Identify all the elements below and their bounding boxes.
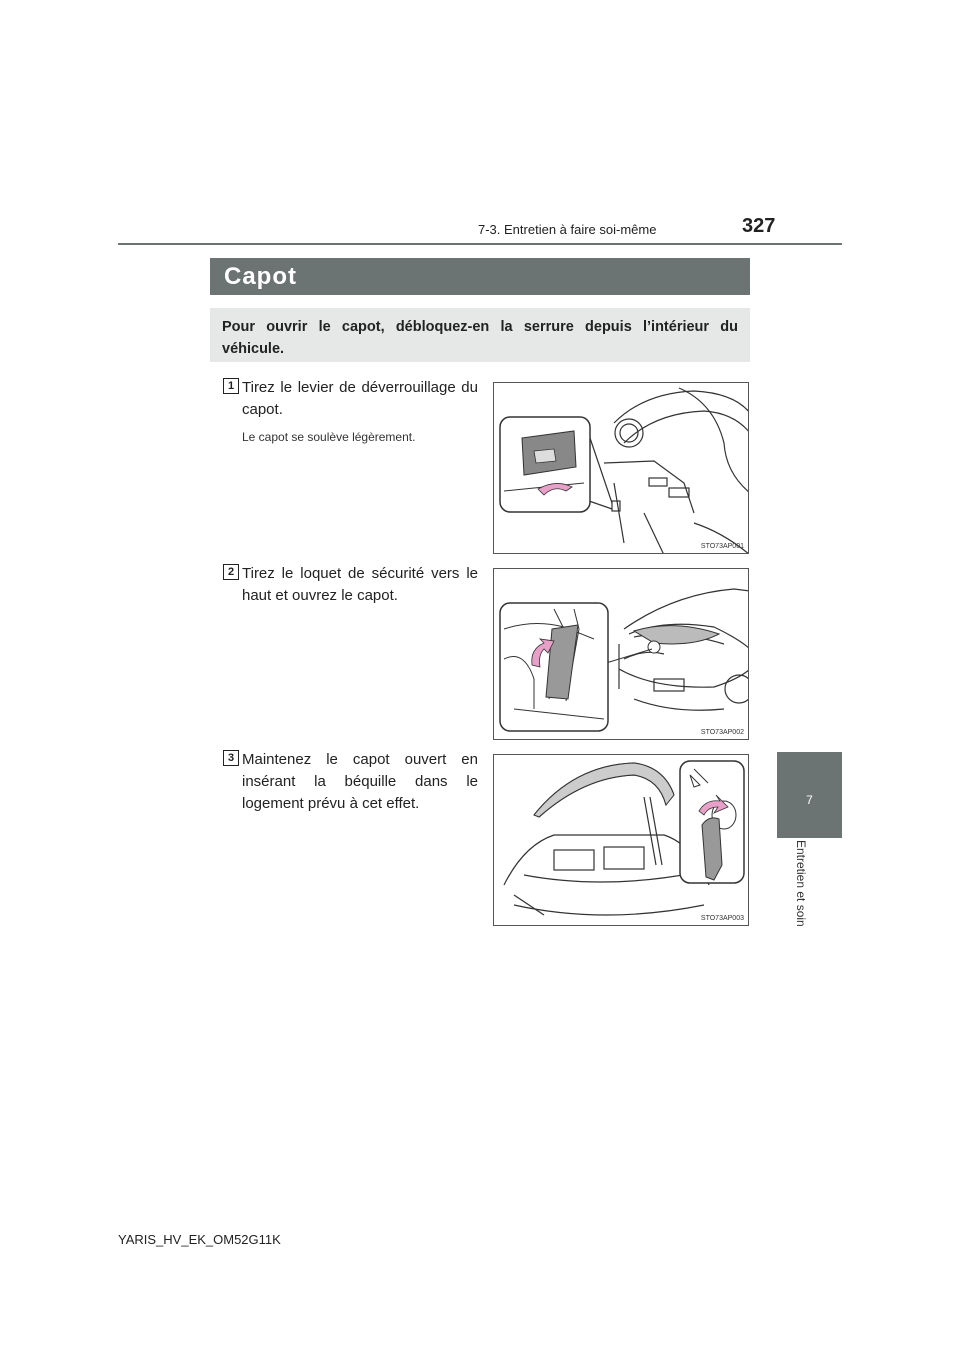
page-title: Capot (210, 258, 750, 295)
step-text-2: Tirez le loquet de sécurité vers le haut et ouvrez le capot. (242, 565, 478, 604)
figure-safety-catch (493, 568, 749, 740)
figure-code-1: STO73AP001 (700, 543, 744, 550)
step-text-3: Maintenez le capot ouvert en insérant la béquille dans le logement prévu à cet effet. (242, 751, 478, 812)
section-label: 7-3. Entretien à faire soi-même (478, 222, 657, 237)
step-number-1: 1 (223, 378, 239, 394)
step-text-1: Tirez le levier de déverrouillage du capot. (242, 379, 478, 418)
figure-hood-release-lever (493, 382, 749, 554)
header-divider (118, 243, 842, 245)
figure-hood-support-rod (493, 754, 749, 926)
step-note-1: Le capot se soulève légèrement. (242, 430, 416, 444)
step-number-2: 2 (223, 564, 239, 580)
document-code: YARIS_HV_EK_OM52G11K (118, 1232, 281, 1247)
intro-text: Pour ouvrir le capot, débloquez-en la serrure depuis l’intérieur du véhicule. (210, 308, 750, 362)
step-number-3: 3 (223, 750, 239, 766)
chapter-tab: 7 (777, 752, 842, 838)
figure-code-2: STO73AP002 (700, 729, 744, 736)
figure-code-3: STO73AP003 (700, 915, 744, 922)
chapter-title: Entretien et soin (794, 840, 808, 927)
page-number: 327 (742, 215, 776, 237)
